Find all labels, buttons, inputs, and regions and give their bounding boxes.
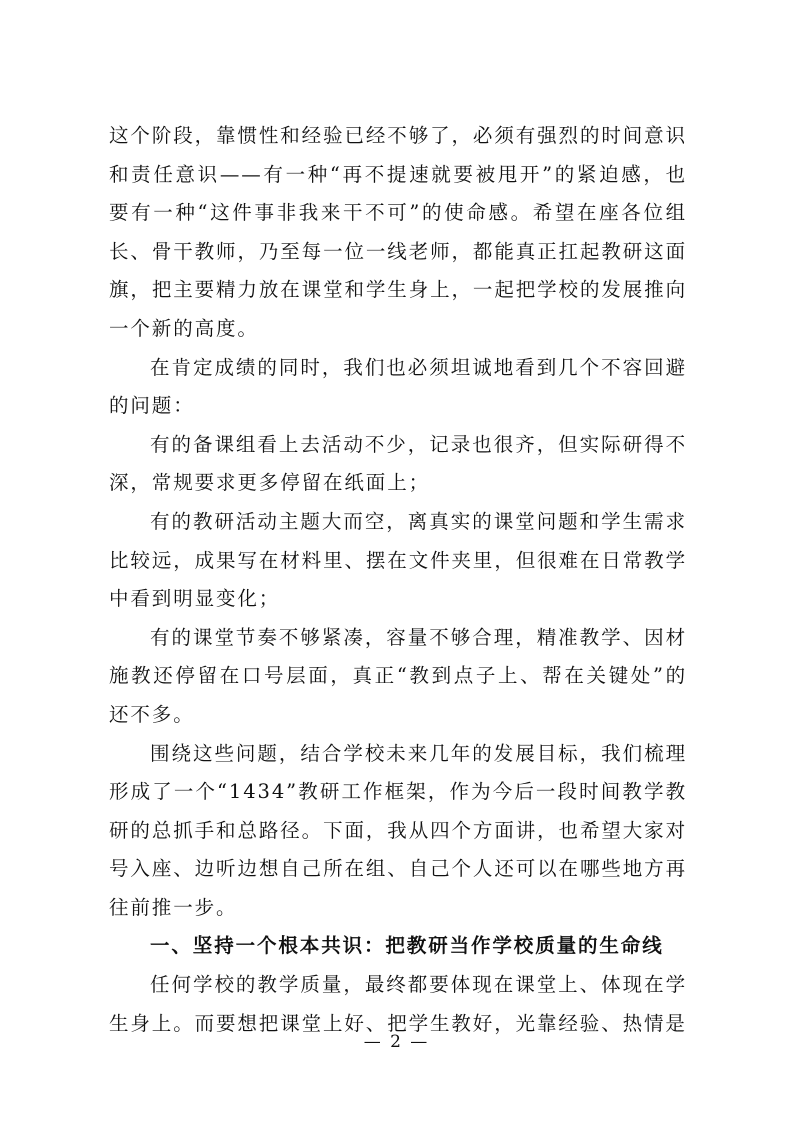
- page-number: — 2 —: [363, 1032, 430, 1052]
- paragraph-section-1-start: 任何学校的教学质量，最终都要体现在课堂上、体现在学生身上。而要想把课堂上好、把学生教好，光靠经验、热情是: [109, 973, 687, 1035]
- section-heading-1: 一、坚持一个根本共识：把教研当作学校质量的生命线: [150, 934, 664, 958]
- paragraph-framework: 围绕这些问题，结合学校未来几年的发展目标，我们梳理形成了一个“1434”教研工作框架，作为今后一段时间教学教研的总抓手和总路径。下面，我从四个方面讲，也希望大家对号入座、边听边想自己所在组、自己个人还可以在哪些地方再往前推一步。: [109, 741, 687, 919]
- paragraph-continuation: 这个阶段，靠惯性和经验已经不够了，必须有强烈的时间意识和责任意识——有一种“再不提速就要被甩开”的紧迫感，也要有一种“这件事非我来干不可”的使命感。希望在座各位组长、骨干教师，乃至每一位一线老师，都能真正扛起教研这面旗，把主要精力放在课堂和学生身上，一起把学校的发展推向一个新的高度。: [109, 124, 687, 340]
- document-body: [109, 117, 687, 1043]
- paragraph-problem-1: 有的备课组看上去活动不少，记录也很齐，但实际研得不深，常规要求更多停留在纸面上；: [109, 432, 687, 495]
- paragraph-problem-3: 有的课堂节奏不够紧凑，容量不够合理，精准教学、因材施教还停留在口号层面，真正“教到点子上、帮在关键处”的还不多。: [109, 625, 687, 726]
- paragraph-problem-2: 有的教研活动主题大而空，离真实的课堂问题和学生需求比较远，成果写在材料里、摆在文件夹里，但很难在日常教学中看到明显变化；: [109, 509, 687, 611]
- paragraph-problems-intro: 在肯定成绩的同时，我们也必须坦诚地看到几个不容回避的问题：: [109, 355, 687, 418]
